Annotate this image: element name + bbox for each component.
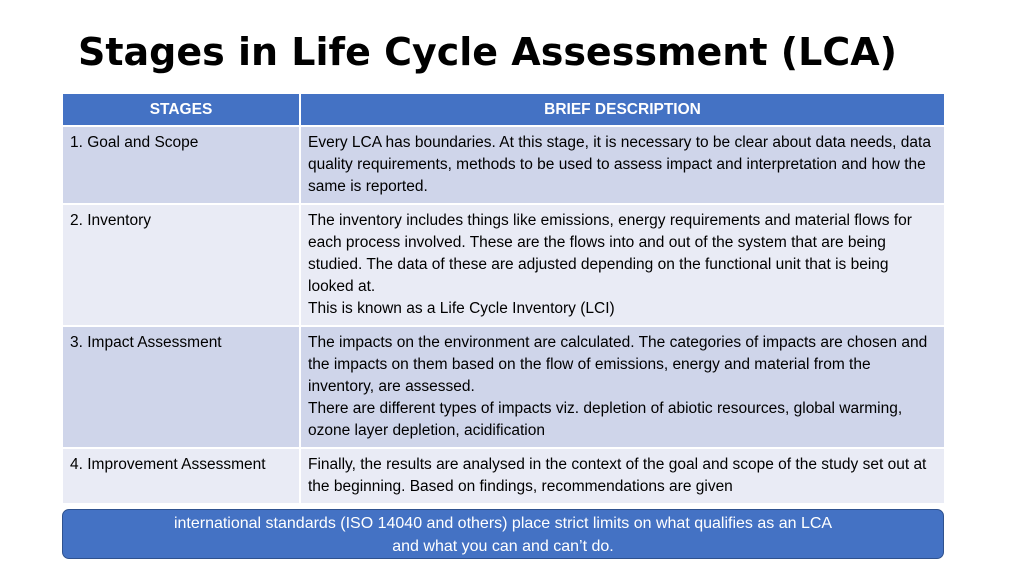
description-cell xyxy=(300,326,944,448)
stage-cell: 3. Impact Assessment xyxy=(63,326,300,448)
stage-cell: 1. Goal and Scope xyxy=(63,126,300,204)
table-row xyxy=(63,326,944,448)
description-text: Every LCA has boundaries. At this stage, it is necessary to be clear about data needs, data quality requirements, methods to be used to assess impact and interpretation and how the same is reported. xyxy=(308,134,931,195)
callout-text-line1: international standards (ISO 14040 and others) place strict limits on what qualifies as an LCA xyxy=(173,515,833,532)
callout-text-line2: and what you can and can’t do. xyxy=(392,538,614,555)
description-text: The impacts on the environment are calculated. The categories of impacts are chosen and the impacts on them based on the flow of emissions, energy and material from the inventory, are assessed. xyxy=(308,334,928,395)
description-text: There are different types of impacts viz. depletion of abiotic resources, global warming, ozone layer depletion, acidification xyxy=(308,400,903,439)
description-cell xyxy=(300,204,944,326)
stage-cell: 2. Inventory xyxy=(63,204,300,326)
description-text: The inventory includes things like emissions, energy requirements and material flows for each process involved. These are the flows into and out of the system that are being studied. The data of these are adjusted depending on the functional unit that is being looked at. xyxy=(308,212,912,295)
column-header-stages: STAGES xyxy=(63,94,300,126)
table-header-row xyxy=(63,94,944,126)
column-header-brief-description: BRIEF DESCRIPTION xyxy=(300,94,944,126)
callout-box xyxy=(62,509,944,559)
description-cell xyxy=(300,126,944,204)
description-text: This is known as a Life Cycle Inventory (LCI) xyxy=(308,300,615,317)
table-row xyxy=(63,448,944,504)
slide-title: Stages in Life Cycle Assessment (LCA) xyxy=(78,30,898,74)
stage-cell: 4. Improvement Assessment xyxy=(63,448,300,504)
lca-stages-table xyxy=(63,94,944,505)
table-row xyxy=(63,126,944,204)
description-text: Finally, the results are analysed in the context of the goal and scope of the study set out at the beginning. Based on findings, recommendations are given xyxy=(308,456,927,495)
table-row xyxy=(63,204,944,326)
description-cell xyxy=(300,448,944,504)
